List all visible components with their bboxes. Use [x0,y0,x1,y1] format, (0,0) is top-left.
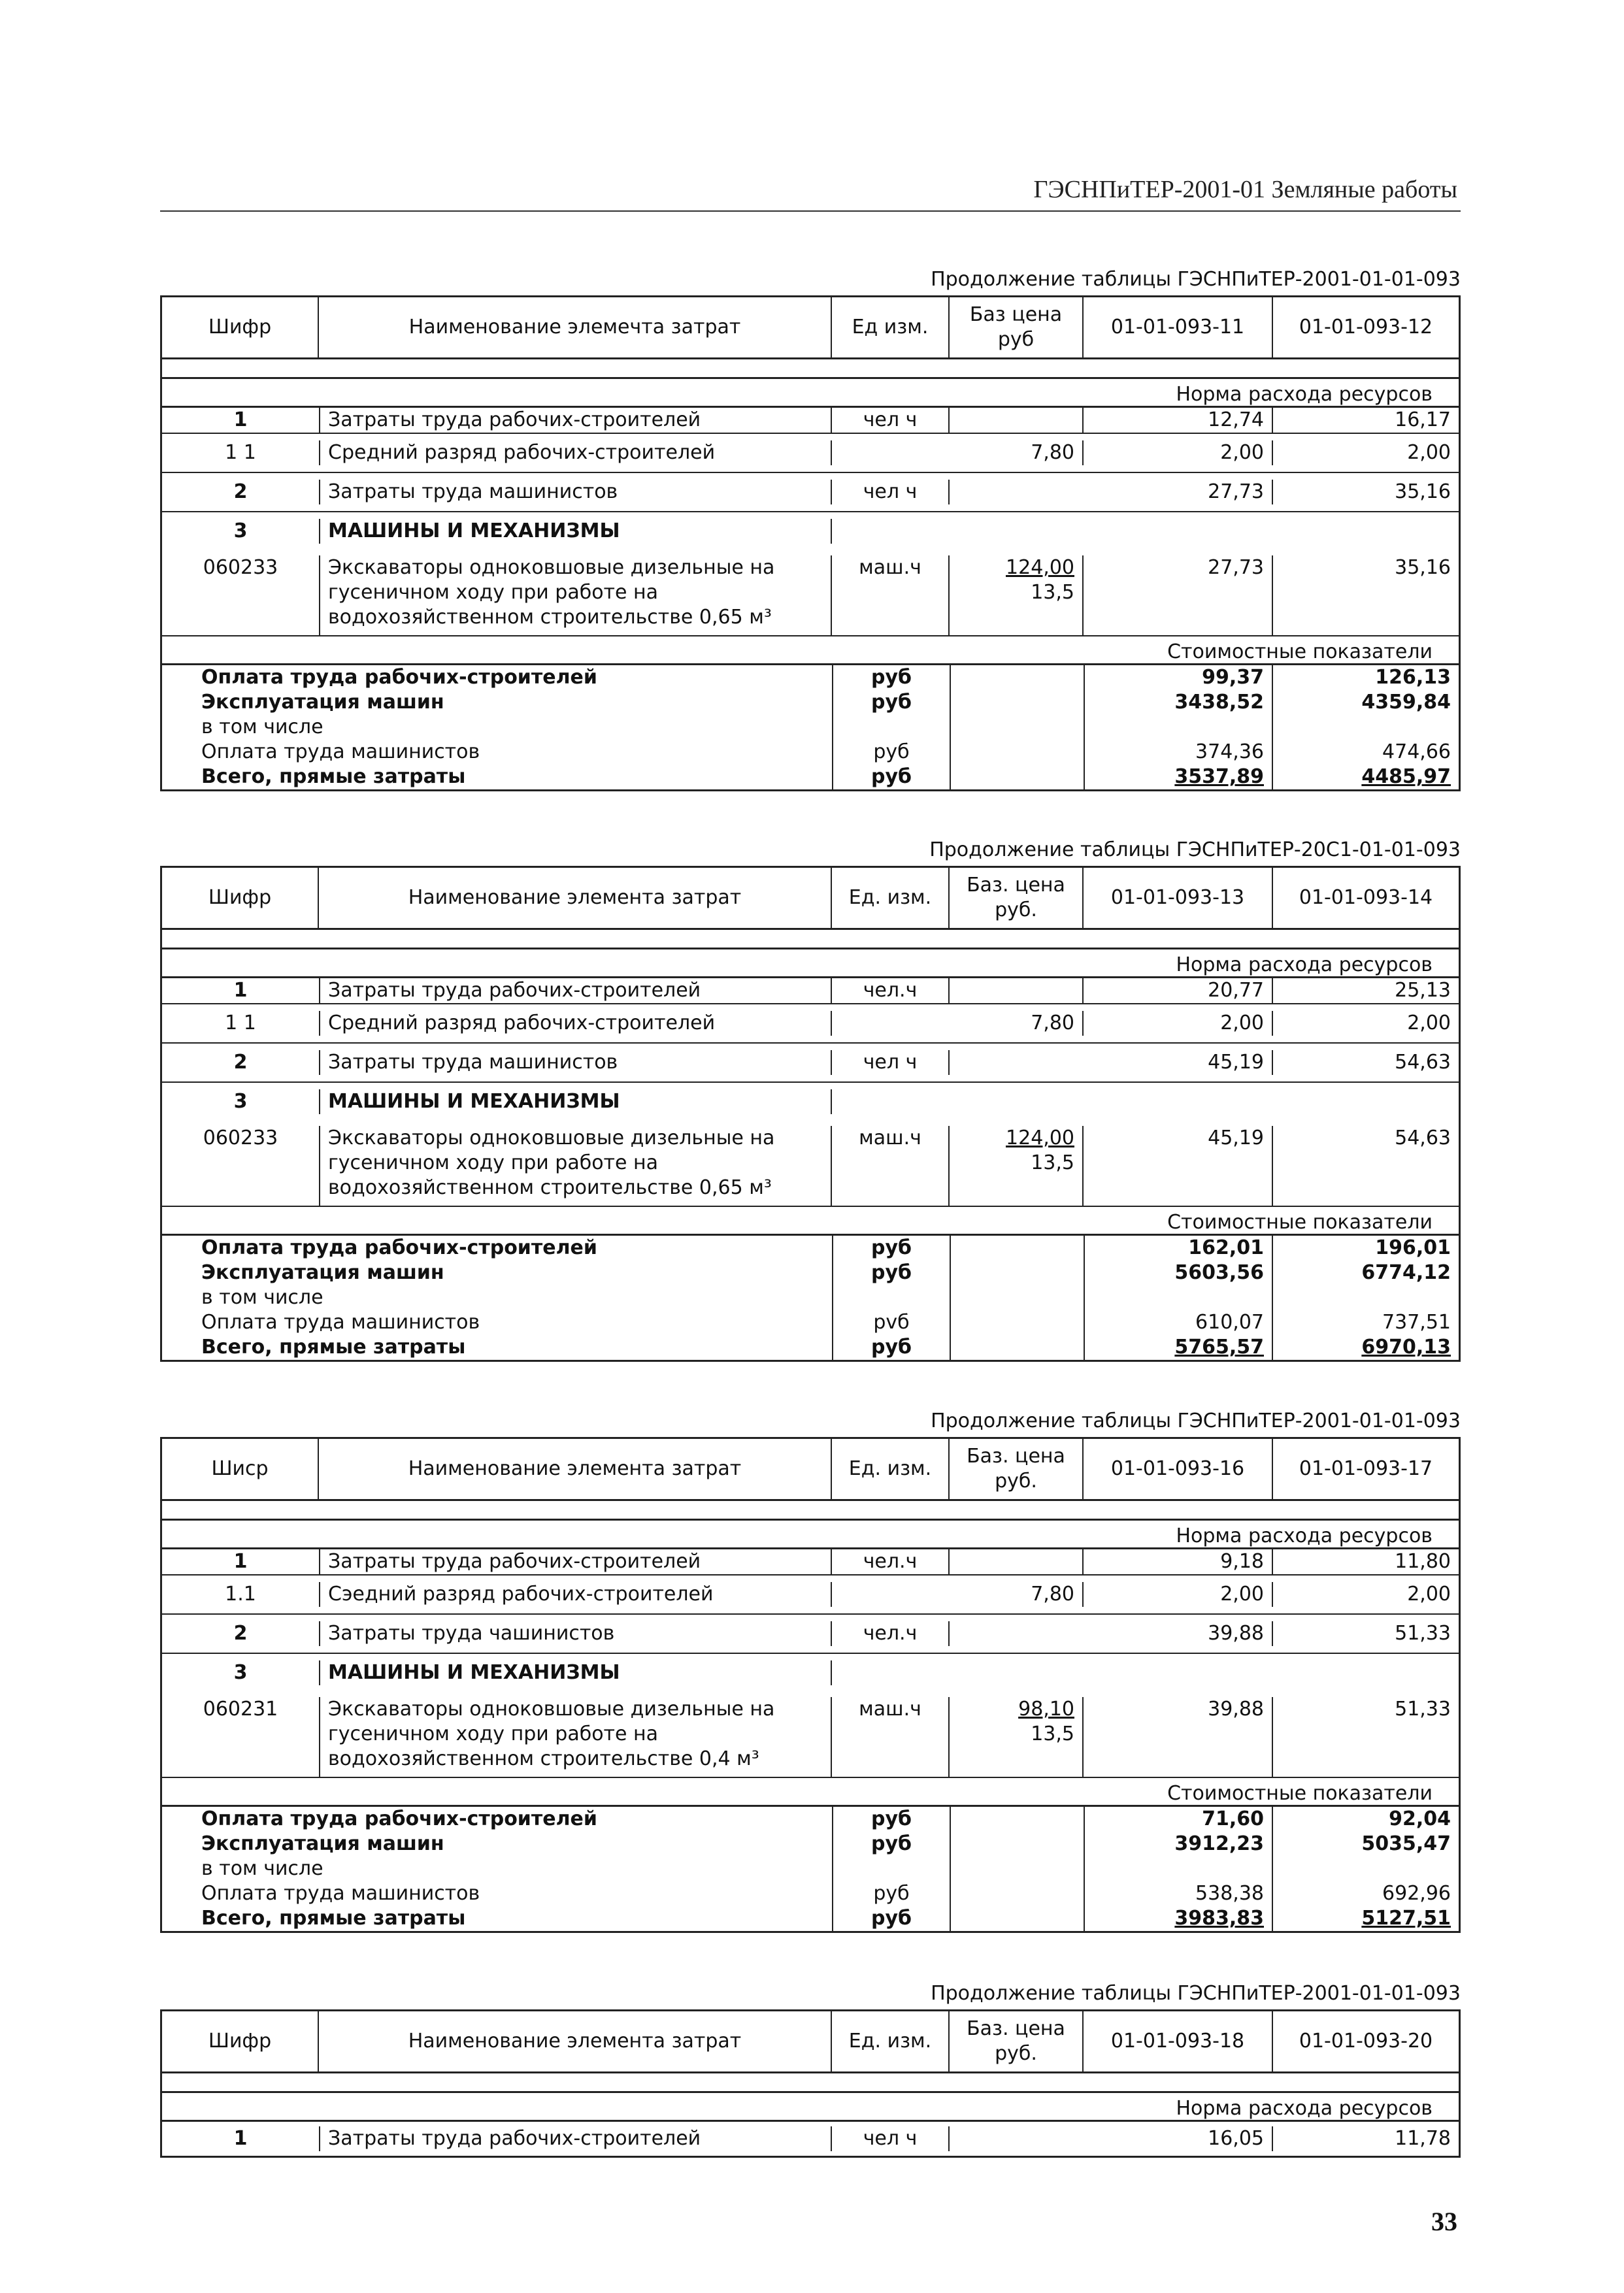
table-header-row [162,297,1459,359]
cost-row [162,1881,1459,1906]
cost-value-1: 99,37 [1084,665,1273,690]
resource-table [160,1437,1461,1933]
row-unit: чел.ч [832,1621,950,1646]
row-price: 7,80 [950,440,1084,465]
section-costs-label: Стоимостные показатели [1167,1782,1433,1805]
table-row [162,2122,1459,2156]
section-costs [162,1778,1459,1807]
col-variant-2-header: 01-01-093-17 [1299,1457,1433,1480]
cost-label: Эксплуатация машин [201,1832,444,1855]
table-row [162,473,1459,512]
cost-value-1: 3983,83 [1084,1906,1273,1931]
row-value-1: 20,77 [1084,978,1273,1003]
col-unit-header: Ед изм. [832,297,950,357]
cost-price [950,740,1084,765]
col-variant-1-header: 01-01-093-13 [1084,868,1273,928]
cost-price [950,1310,1084,1335]
cost-label: Оплата труда рабочих-строителей [201,1236,597,1259]
row-name: Затраты труда рабочих-строителей [319,1549,832,1574]
cost-value-1: 71,60 [1084,1807,1273,1832]
row-code: 1 1 [225,1012,256,1034]
col-unit-header: Ед. изм. [832,868,950,928]
page-number: 33 [1431,2207,1457,2236]
row-value-2: 54,63 [1395,1051,1451,1074]
row-value-2: 2,00 [1407,1583,1451,1606]
cost-unit: руб [832,765,950,789]
row-price [950,408,1084,433]
row-name: Экскаваторы одноковшовые дизельные на гусеничном ходу при работе на водохозяйственном строительстве 0,4 м³ [319,1697,832,1777]
col-name-header: Наименование элемента затрат [319,868,832,928]
cost-row [162,690,1459,715]
cost-value-1: 162,01 [1084,1236,1273,1261]
cost-value-2: 6774,12 [1361,1261,1451,1284]
cost-price [950,1906,1084,1931]
row-price [950,978,1084,1003]
cost-value-1: 5603,56 [1084,1261,1273,1285]
cost-price [950,1236,1084,1261]
table-header-row [162,2011,1459,2073]
row-price: 7,80 [950,1011,1084,1036]
row-value-1: 45,19 [1084,1126,1273,1206]
col-name-header: Наименование элемечта затрат [319,297,832,357]
col-variant-1-header: 01-01-093-11 [1084,297,1273,357]
row-name: Экскаваторы одноковшовые дизельные на гусеничном ходу при работе на водохозяйственном строительстве 0,65 м³ [319,1126,832,1206]
col-variant-2-header: 01-01-093-14 [1299,886,1433,909]
cost-label: в том числе [201,1286,323,1309]
cost-value-1: 610,07 [1084,1310,1273,1335]
header-rule [160,210,1461,212]
row-name: МАШИНЫ И МЕХАНИЗМЫ [319,519,832,544]
cost-unit: руб [832,665,950,690]
cost-unit: руб [832,740,950,765]
row-unit: чел ч [832,2126,950,2151]
row-price [950,1549,1084,1574]
cost-price [950,1832,1084,1856]
row-code: 3 [233,1090,248,1113]
row-code: 1.1 [225,1583,256,1606]
col-code-header: Шифр [162,297,319,357]
row-name: МАШИНЫ И МЕХАНИЗМЫ [319,1660,832,1685]
table-caption: Продолжение таблицы ГЭСНПиТЕР-2001-01-01-093 [931,1982,1461,2005]
price-value: 124,00 [1006,556,1074,579]
section-costs [162,636,1459,665]
col-price-header: Баз. цена руб. [950,1439,1084,1499]
table-row [162,1121,1459,1207]
col-price-header: Баз цена руб [950,297,1084,357]
table-row [162,1692,1459,1778]
col-price-header: Баз. цена руб. [950,2011,1084,2071]
row-value-1: 9,18 [1084,1549,1273,1574]
row-name: Затраты труда рабочих-строителей [319,2126,832,2151]
cost-row [162,765,1459,789]
col-variant-2-header: 01-01-093-20 [1299,2030,1433,2053]
row-unit: маш.ч [832,555,950,635]
cost-row [162,1906,1459,1931]
col-name-header: Наименование элемента затрат [319,1439,832,1499]
row-price [950,555,1084,635]
cost-row [162,715,1459,740]
section-norms-label: Норма расхода ресурсов [1176,1525,1433,1547]
price-coefficient: 13,5 [1031,581,1074,604]
spacer-row [162,2073,1459,2093]
cost-value-1: 538,38 [1084,1881,1273,1906]
row-value-1: 27,73 [1084,480,1273,504]
cost-value-1 [1084,1285,1273,1310]
row-value-1: 12,74 [1084,408,1273,433]
row-code: 3 [233,1661,248,1684]
cost-label: Оплата труда машинистов [201,1311,480,1334]
table-header-row [162,868,1459,930]
spacer-row [162,359,1459,379]
resource-table [160,2009,1461,2158]
cost-label: в том числе [201,716,323,738]
cost-label: Всего, прямые затраты [201,1336,466,1359]
cost-value-1: 5765,57 [1084,1335,1273,1360]
section-costs-label: Стоимостные показатели [1167,640,1433,663]
cost-row [162,1335,1459,1360]
col-code-header: Шифр [162,2011,319,2071]
cost-value-2 [1273,715,1459,740]
row-value-1: 16,05 [1084,2126,1273,2151]
section-norms-label: Норма расхода ресурсов [1176,383,1433,406]
cost-value-2: 6970,13 [1361,1336,1451,1359]
row-code: 060231 [203,1698,278,1721]
row-value-2: 35,16 [1395,556,1451,579]
row-value-2: 2,00 [1407,1012,1451,1034]
cost-price [950,690,1084,715]
table-row [162,1549,1459,1575]
row-code: 2 [233,480,248,503]
cost-row [162,1236,1459,1261]
cost-value-2: 737,51 [1382,1311,1451,1334]
row-name: МАШИНЫ И МЕХАНИЗМЫ [319,1089,832,1114]
cost-unit: руб [832,690,950,715]
row-value-1: 45,19 [1084,1050,1273,1075]
cost-label: Эксплуатация машин [201,1261,444,1284]
cost-value-2: 92,04 [1389,1807,1451,1830]
row-value-1: 27,73 [1084,555,1273,635]
row-name: Средний разряд рабочих-строителей [319,440,832,465]
cost-row [162,740,1459,765]
cost-value-2: 5127,51 [1361,1907,1451,1930]
col-code-header: Шиср [162,1439,319,1499]
table-caption: Продолжение таблицы ГЭСНПиТЕР-2001-01-01-093 [931,1410,1461,1432]
row-unit: чел.ч [832,1549,950,1574]
cost-value-2: 692,96 [1382,1882,1451,1905]
cost-price [950,765,1084,789]
col-price-header: Баз. цена руб. [950,868,1084,928]
cost-unit [832,1285,950,1310]
cost-unit: руб [832,1906,950,1931]
spacer-row [162,1501,1459,1521]
section-norms-label: Норма расхода ресурсов [1176,2097,1433,2120]
cost-value-1 [1084,715,1273,740]
section-norms-label: Норма расхода ресурсов [1176,953,1433,976]
cost-unit: руб [832,1832,950,1856]
row-unit: чел.ч [832,978,950,1003]
row-name: Затраты труда машинистов [319,480,832,504]
cost-row [162,1285,1459,1310]
cost-price [950,1807,1084,1832]
cost-value-2: 5035,47 [1361,1832,1451,1855]
row-value-2: 11,78 [1395,2127,1451,2150]
table-row [162,512,1459,550]
cost-row [162,665,1459,690]
table-row [162,978,1459,1004]
row-unit: чел ч [832,1050,950,1075]
section-costs-label: Стоимостные показатели [1167,1211,1433,1234]
cost-row [162,1832,1459,1856]
row-price [950,1126,1084,1206]
cost-unit: руб [832,1261,950,1285]
row-name: Затраты труда машинистов [319,1050,832,1075]
table-caption: Продолжение таблицы ГЭСНПиТЕР-2001-01-01-093 [931,268,1461,291]
price-coefficient: 13,5 [1031,1723,1074,1745]
price-value: 124,00 [1006,1127,1074,1149]
cost-value-2: 126,13 [1375,666,1451,689]
table-row [162,1615,1459,1654]
cost-value-2 [1273,1856,1459,1881]
cost-value-1: 374,36 [1084,740,1273,765]
row-value-2: 54,63 [1395,1127,1451,1149]
cost-price [950,1285,1084,1310]
cost-value-2: 4485,97 [1361,765,1451,788]
section-norms [162,1521,1459,1549]
col-unit-header: Ед. изм. [832,1439,950,1499]
row-name: Затраты труда рабочих-строителей [319,978,832,1003]
col-unit-header: Ед. изм. [832,2011,950,2071]
col-name-header: Наименование элемента затрат [319,2011,832,2071]
table-row [162,1004,1459,1044]
cost-row [162,1261,1459,1285]
cost-price [950,1335,1084,1360]
cost-value-2: 4359,84 [1361,691,1451,714]
col-variant-1-header: 01-01-093-18 [1084,2011,1273,2071]
cost-value-2: 474,66 [1382,740,1451,763]
row-value-2: 25,13 [1395,979,1451,1002]
cost-value-1: 3912,23 [1084,1832,1273,1856]
row-value-2: 51,33 [1395,1622,1451,1645]
row-value-1: 2,00 [1084,1582,1273,1607]
cost-unit [832,715,950,740]
row-name: Затраты труда рабочих-строителей [319,408,832,433]
row-value-1: 39,88 [1084,1697,1273,1777]
row-value-2: 2,00 [1407,441,1451,464]
row-code: 1 [233,1550,248,1573]
cost-label: Оплата труда рабочих-строителей [201,1807,597,1830]
row-value-1: 2,00 [1084,440,1273,465]
cost-label: Оплата труда машинистов [201,1882,480,1905]
row-unit: чел ч [832,408,950,433]
section-norms [162,379,1459,408]
cost-value-2: 196,01 [1375,1236,1451,1259]
cost-label: Оплата труда рабочих-строителей [201,666,597,689]
row-code: 2 [233,1622,248,1645]
table-row [162,408,1459,434]
section-norms [162,949,1459,978]
row-code: 1 [233,408,248,431]
table-row [162,1575,1459,1615]
cost-unit [832,1856,950,1881]
section-costs [162,1207,1459,1236]
cost-price [950,1881,1084,1906]
table-row [162,550,1459,636]
price-coefficient: 13,5 [1031,1151,1074,1174]
row-value-2: 35,16 [1395,480,1451,503]
row-code: 060233 [203,1127,278,1149]
row-value-1: 39,88 [1084,1621,1273,1646]
cost-label: Всего, прямые затраты [201,765,466,788]
cost-price [950,1261,1084,1285]
row-code: 060233 [203,556,278,579]
cost-price [950,1856,1084,1881]
cost-label: Оплата труда машинистов [201,740,480,763]
cost-unit: руб [832,1335,950,1360]
cost-label: Всего, прямые затраты [201,1907,466,1930]
spacer-row [162,930,1459,949]
table-caption: Продолжение таблицы ГЭСНПиТЕР-20С1-01-01-093 [929,838,1461,861]
row-code: 1 1 [225,441,256,464]
row-code: 1 [233,979,248,1002]
section-norms [162,2093,1459,2122]
cost-value-1 [1084,1856,1273,1881]
row-value-1: 2,00 [1084,1011,1273,1036]
row-price: 7,80 [950,1582,1084,1607]
cost-row [162,1856,1459,1881]
row-unit: чел ч [832,480,950,504]
cost-unit: руб [832,1807,950,1832]
row-unit: маш.ч [832,1697,950,1777]
row-name: Средний разряд рабочих-строителей [319,1011,832,1036]
table-header-row [162,1439,1459,1501]
col-variant-2-header: 01-01-093-12 [1299,316,1433,338]
row-name: Сэедний разряд рабочих-строителей [319,1582,832,1607]
row-unit: маш.ч [832,1126,950,1206]
row-price [950,1697,1084,1777]
row-value-2: 16,17 [1395,408,1451,431]
cost-value-1: 3438,52 [1084,690,1273,715]
cost-unit: руб [832,1881,950,1906]
cost-unit: руб [832,1236,950,1261]
row-code: 3 [233,520,248,542]
cost-value-1: 3537,89 [1084,765,1273,789]
resource-table [160,866,1461,1362]
col-variant-1-header: 01-01-093-16 [1084,1439,1273,1499]
cost-price [950,665,1084,690]
price-value: 98,10 [1018,1698,1074,1721]
cost-label: в том числе [201,1857,323,1880]
cost-value-2 [1273,1285,1459,1310]
row-name: Затраты труда чашинистов [319,1621,832,1646]
row-code: 2 [233,1051,248,1074]
row-name: Экскаваторы одноковшовые дизельные на гусеничном ходу при работе на водохозяйственном строительстве 0,65 м³ [319,555,832,635]
table-row [162,1044,1459,1083]
cost-row [162,1807,1459,1832]
cost-unit: рvб [832,1310,950,1335]
col-code-header: Шифр [162,868,319,928]
table-row [162,1083,1459,1121]
table-row [162,1654,1459,1692]
resource-table [160,295,1461,791]
running-header: ГЭСНПиТЕР-2001-01 Земляные работы [1033,176,1457,203]
row-code: 1 [233,2127,248,2150]
cost-row [162,1310,1459,1335]
row-value-2: 51,33 [1395,1698,1451,1721]
cost-label: Эксплуатация машин [201,691,444,714]
table-row [162,434,1459,473]
row-value-2: 11,80 [1395,1550,1451,1573]
cost-price [950,715,1084,740]
